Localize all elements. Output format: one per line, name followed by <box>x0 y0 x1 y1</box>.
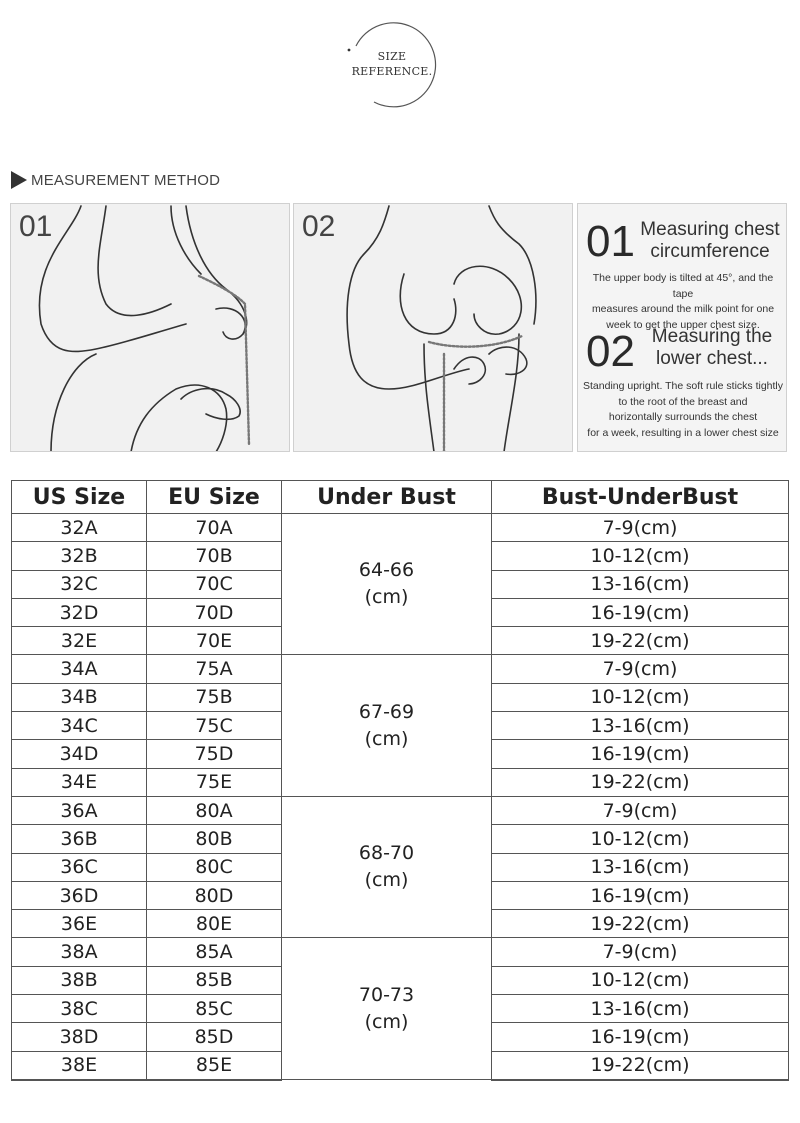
step-desc-line: for a week, resulting in a lower chest size <box>587 426 779 439</box>
step-number: 02 <box>586 327 635 376</box>
eu-size-cell: 70C <box>147 570 282 598</box>
us-size-cell: 36A <box>12 796 147 824</box>
step-title-line-2: circumference <box>650 241 770 262</box>
bust-difference-cell: 13-16(cm) <box>492 570 789 598</box>
us-size-cell: 38C <box>12 995 147 1023</box>
us-size-cell: 38A <box>12 938 147 966</box>
under-bust-unit: (cm) <box>364 869 409 892</box>
bust-difference-cell: 13-16(cm) <box>492 995 789 1023</box>
bust-difference-cell: 7-9(cm) <box>492 938 789 966</box>
bust-difference-cell: 10-12(cm) <box>492 966 789 994</box>
us-size-cell: 32D <box>12 598 147 626</box>
badge-text <box>344 49 440 79</box>
us-size-cell: 38E <box>12 1051 147 1080</box>
bust-difference-cell: 16-19(cm) <box>492 598 789 626</box>
eu-size-cell: 70D <box>147 598 282 626</box>
bust-difference-cell: 19-22(cm) <box>492 910 789 938</box>
under-bust-cell <box>282 514 492 655</box>
eu-size-cell: 80C <box>147 853 282 881</box>
eu-size-cell: 80D <box>147 881 282 909</box>
eu-size-cell: 85B <box>147 966 282 994</box>
bust-difference-cell: 10-12(cm) <box>492 683 789 711</box>
eu-size-cell: 70A <box>147 514 282 542</box>
step-desc-line: week to get the upper chest size. <box>606 318 760 331</box>
us-size-cell: 36B <box>12 825 147 853</box>
table-header-row <box>12 481 789 514</box>
bust-difference-cell: 16-19(cm) <box>492 740 789 768</box>
bust-difference-cell: 10-12(cm) <box>492 542 789 570</box>
step-title-line-1: Measuring the <box>651 326 773 347</box>
under-bust-cell <box>282 938 492 1080</box>
us-size-cell: 34A <box>12 655 147 683</box>
under-bust-cell <box>282 655 492 796</box>
eu-size-cell: 70E <box>147 627 282 655</box>
us-size-cell: 36D <box>12 881 147 909</box>
panel-number: 02 <box>302 210 336 243</box>
bust-difference-cell: 19-22(cm) <box>492 768 789 796</box>
eu-size-cell: 70B <box>147 542 282 570</box>
bust-difference-cell: 19-22(cm) <box>492 1051 789 1080</box>
instructions-panel <box>577 203 787 452</box>
bust-difference-cell: 7-9(cm) <box>492 514 789 542</box>
bust-difference-cell: 13-16(cm) <box>492 853 789 881</box>
us-size-cell: 34C <box>12 712 147 740</box>
step-desc-line: horizontally surrounds the chest <box>608 411 758 423</box>
eu-size-cell: 85D <box>147 1023 282 1051</box>
eu-size-cell: 85C <box>147 995 282 1023</box>
us-size-cell: 38D <box>12 1023 147 1051</box>
bust-difference-cell: 16-19(cm) <box>492 1023 789 1051</box>
step-title-line-1: Measuring chest <box>640 219 780 240</box>
badge-line-1: SIZE <box>377 50 407 63</box>
section-title: MEASUREMENT METHOD <box>31 171 221 189</box>
woman-leaning-tape-illustration <box>11 204 290 452</box>
us-size-cell: 32B <box>12 542 147 570</box>
us-size-cell: 32C <box>12 570 147 598</box>
step-description <box>582 271 784 333</box>
under-bust-unit: (cm) <box>364 1010 409 1033</box>
step-desc-line: The upper body is tilted at 45°, and the tape <box>592 272 774 300</box>
us-size-cell: 36C <box>12 853 147 881</box>
under-bust-range: 70-73 <box>358 983 415 1006</box>
step-desc-line: Standing upright. The soft rule sticks tightly <box>583 380 783 392</box>
badge-line-2: REFERENCE. <box>351 65 433 78</box>
eu-size-cell: 75D <box>147 740 282 768</box>
eu-size-cell: 80B <box>147 825 282 853</box>
us-size-cell: 34D <box>12 740 147 768</box>
step-number: 01 <box>586 217 635 266</box>
eu-size-cell: 80E <box>147 910 282 938</box>
bust-difference-cell: 16-19(cm) <box>492 881 789 909</box>
us-size-cell: 34B <box>12 683 147 711</box>
table-row <box>12 655 789 683</box>
eu-size-cell: 75B <box>147 683 282 711</box>
eu-size-cell: 85A <box>147 938 282 966</box>
step-title <box>636 219 784 263</box>
eu-size-cell: 75C <box>147 712 282 740</box>
size-chart-body <box>12 514 789 1080</box>
size-reference-badge <box>344 16 440 112</box>
eu-size-cell: 80A <box>147 796 282 824</box>
header-under-bust: Under Bust <box>282 481 492 514</box>
size-chart-table <box>11 480 789 1081</box>
under-bust-unit: (cm) <box>364 727 409 750</box>
eu-size-cell: 75E <box>147 768 282 796</box>
step-title <box>640 326 784 370</box>
under-bust-range: 67-69 <box>358 700 415 723</box>
us-size-cell: 32A <box>12 514 147 542</box>
step-desc-line: to the root of the breast and <box>618 395 748 408</box>
under-bust-cell <box>282 796 492 937</box>
under-bust-range: 68-70 <box>358 842 415 865</box>
us-size-cell: 36E <box>12 910 147 938</box>
illustration-panel-2 <box>293 203 573 452</box>
header-eu-size: EU Size <box>147 481 282 514</box>
step-description <box>582 379 784 441</box>
eu-size-cell: 75A <box>147 655 282 683</box>
bust-difference-cell: 19-22(cm) <box>492 627 789 655</box>
step-title-line-2: lower chest... <box>656 348 768 369</box>
header-bust-underbust: Bust-UnderBust <box>492 481 789 514</box>
woman-standing-tape-illustration <box>294 204 573 452</box>
play-triangle-icon <box>11 171 27 189</box>
bust-difference-cell: 10-12(cm) <box>492 825 789 853</box>
us-size-cell: 32E <box>12 627 147 655</box>
table-row <box>12 938 789 966</box>
panel-number: 01 <box>19 210 53 243</box>
bust-difference-cell: 7-9(cm) <box>492 796 789 824</box>
us-size-cell: 34E <box>12 768 147 796</box>
bust-difference-cell: 7-9(cm) <box>492 655 789 683</box>
under-bust-range: 64-66 <box>358 559 415 582</box>
section-heading <box>11 170 220 190</box>
under-bust-unit: (cm) <box>364 586 409 609</box>
step-desc-line: measures around the milk point for one <box>591 303 775 315</box>
illustration-panel-1 <box>10 203 290 452</box>
eu-size-cell: 85E <box>147 1051 282 1080</box>
bust-difference-cell: 13-16(cm) <box>492 712 789 740</box>
us-size-cell: 38B <box>12 966 147 994</box>
measurement-panels <box>10 203 787 452</box>
header-us-size: US Size <box>12 481 147 514</box>
table-row <box>12 514 789 542</box>
table-row <box>12 796 789 824</box>
